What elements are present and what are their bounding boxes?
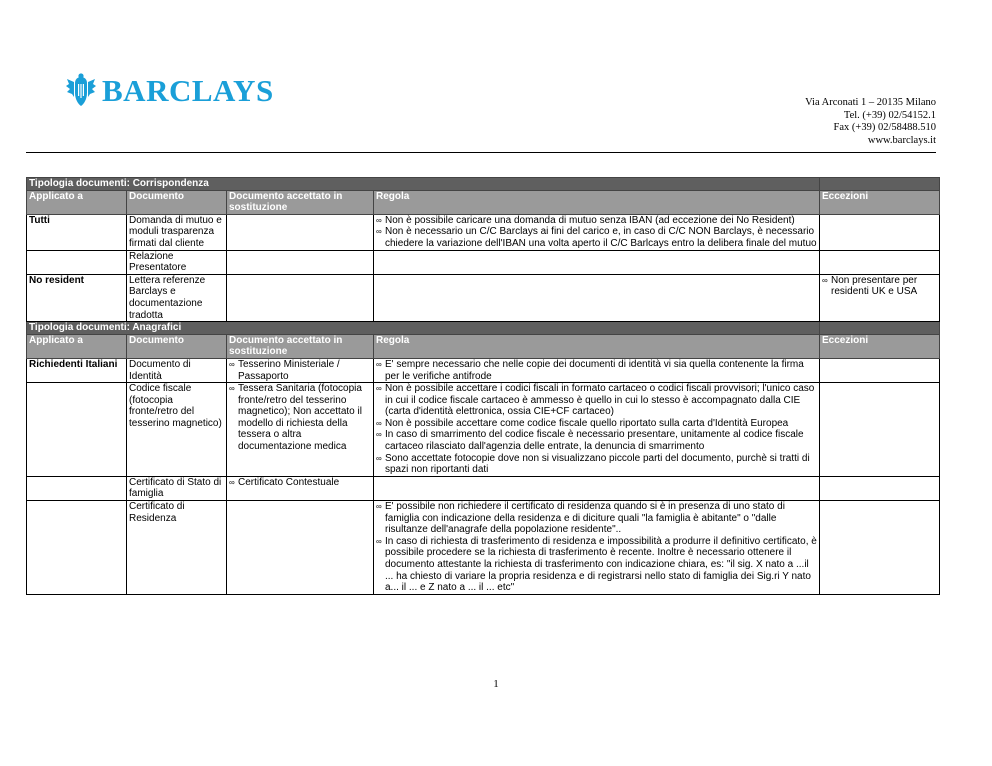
- bullet-icon: ∞: [376, 536, 382, 546]
- bullet-item: [376, 429, 817, 452]
- documento-cell: Relazione Presentatore: [127, 250, 227, 274]
- regola-cell: [374, 501, 820, 595]
- column-header: Applicato a: [27, 334, 127, 358]
- bullet-icon: ∞: [376, 227, 382, 237]
- regola-cell-list: [376, 501, 817, 594]
- regola-cell-list: [376, 383, 817, 476]
- table-row: [27, 250, 940, 274]
- eccezioni-cell: [820, 214, 940, 250]
- eccezioni-cell-list: [822, 275, 937, 298]
- regola-cell-list: [376, 359, 817, 382]
- bullet-icon: ∞: [376, 453, 382, 463]
- bullet-item: [229, 383, 371, 453]
- table-row: [27, 358, 940, 382]
- bullet-icon: ∞: [376, 502, 382, 512]
- fax-line: Fax (+39) 02/58488.510: [833, 122, 936, 133]
- table-row: [27, 274, 940, 321]
- bullet-text: E' sempre necessario che nelle copie dei documenti di identità vi sia quella contenente la firma per le verifiche antifrode: [385, 358, 804, 382]
- bullet-icon: ∞: [822, 275, 828, 285]
- bullet-icon: ∞: [229, 359, 235, 369]
- documento-cell: Documento di Identità: [127, 358, 227, 382]
- bullet-item: [376, 226, 817, 249]
- bullet-text: Certificato Contestuale: [238, 476, 340, 488]
- eagle-icon: [66, 73, 96, 107]
- sostituzione-cell: [227, 250, 374, 274]
- bullet-text: Non presentare per residenti UK e USA: [831, 274, 918, 298]
- table-row: [27, 214, 940, 250]
- sostituzione-cell-list: [229, 383, 371, 453]
- bullet-item: [376, 536, 817, 594]
- regola-cell-list: [376, 215, 817, 250]
- section-title-row: [27, 322, 940, 335]
- section-title-row: [27, 178, 940, 191]
- bullet-item: [376, 501, 817, 536]
- bullet-text: Tessera Sanitaria (fotocopia fronte/retro del tesserino magnetico); Non accettato il modello di richiesta della tessera o altra documentazione medica: [238, 383, 362, 453]
- sostituzione-cell: [227, 383, 374, 477]
- eccezioni-cell: [820, 501, 940, 595]
- column-header: Documento accettato in sostituzione: [227, 190, 374, 214]
- eccezioni-cell: [820, 250, 940, 274]
- bullet-icon: ∞: [376, 215, 382, 225]
- column-header: Documento: [127, 190, 227, 214]
- bullet-text: Non è possibile accettare come codice fiscale quello riportato sulla carta d'Identità Europea: [385, 417, 789, 429]
- bullet-text: Sono accettate fotocopie dove non si visualizzano piccole parti del documento, purchè si tratti di spazi non riportanti dati: [385, 452, 810, 476]
- applicato-cell: [27, 250, 127, 274]
- table-row: [27, 476, 940, 500]
- table-row: [27, 383, 940, 477]
- bullet-item: [376, 215, 817, 227]
- bullet-item: [376, 453, 817, 476]
- bullet-text: Non è necessario un C/C Barclays ai fini del carico e, in caso di C/C NON Barclays, è necessario chiedere la variazione dell'IBAN una volta aperto il C/C Barlcays entro la delibera finale del mutuo: [385, 226, 817, 249]
- regola-cell: [374, 358, 820, 382]
- bullet-icon: ∞: [376, 430, 382, 440]
- applicato-cell: No resident: [27, 274, 127, 321]
- applicato-cell: Richiedenti Italiani: [27, 358, 127, 382]
- documento-cell: Codice fiscale (fotocopia fronte/retro del tesserino magnetico): [127, 383, 227, 477]
- column-header: Documento accettato in sostituzione: [227, 334, 374, 358]
- documento-cell: Lettera referenze Barclays e documentazione tradotta: [127, 274, 227, 321]
- bullet-item: [376, 418, 817, 430]
- section-title-blank: [820, 322, 940, 335]
- column-header: Regola: [374, 190, 820, 214]
- regola-cell: [374, 476, 820, 500]
- bullet-icon: ∞: [376, 384, 382, 394]
- section-title: Tipologia documenti: Corrispondenza: [27, 178, 820, 191]
- table-row: [27, 501, 940, 595]
- eccezioni-cell: [820, 274, 940, 321]
- barclays-logo: [66, 73, 274, 107]
- bullet-icon: ∞: [229, 477, 235, 487]
- sostituzione-cell-list: [229, 359, 371, 382]
- bullet-text: In caso di richiesta di trasferimento di residenza e impossibilità a produrre il definitivo certificato, è possibile procedere se la richiesta di trasferimento è recente. Inoltre è necessario ottenere il documento attestante la richiesta di trasferimento con indicazione chiara, es: "il sig. X nato a ...il ... ha chiesto di variare la propria residenza e di registrarsi nello stato di famiglia dei Sig.ri Y nato a... il ... e Z nato a ... il ... etc": [385, 535, 817, 594]
- documento-cell: Domanda di mutuo e moduli trasparenza firmati dal cliente: [127, 214, 227, 250]
- eccezioni-cell: [820, 476, 940, 500]
- bullet-item: [376, 383, 817, 418]
- bullet-text: Non è possibile accettare i codici fiscali in formato cartaceo o codici fiscali provvisori; l'unico caso in cui il codice fiscale cartaceo è ammesso è quello in cui lo stesso è accompagnato dalla CIE (carta d'identità elettronica, ossia CIE+CF cartaceo): [385, 383, 815, 418]
- column-header: Regola: [374, 334, 820, 358]
- header-divider: [26, 152, 936, 153]
- bullet-text: Non è possibile caricare una domanda di mutuo senza IBAN (ad eccezione dei No Resident): [385, 214, 795, 226]
- applicato-cell: [27, 501, 127, 595]
- column-header: Applicato a: [27, 190, 127, 214]
- bullet-text: In caso di smarrimento del codice fiscale è necessario presentare, unitamente al codice fiscale cartaceo rilasciato dall'agenzia delle entrate, la denuncia di smarrimento: [385, 429, 804, 453]
- documento-cell: Certificato di Residenza: [127, 501, 227, 595]
- bullet-icon: ∞: [376, 359, 382, 369]
- regola-cell: [374, 383, 820, 477]
- bullet-item: [376, 359, 817, 382]
- regola-cell: [374, 274, 820, 321]
- bullet-item: [822, 275, 937, 298]
- bullet-icon: ∞: [229, 384, 235, 394]
- company-address: [805, 97, 936, 147]
- website-line: www.barclays.it: [867, 134, 936, 146]
- bullet-icon: ∞: [376, 418, 382, 428]
- applicato-cell: [27, 476, 127, 500]
- column-header-row: [27, 190, 940, 214]
- sostituzione-cell: [227, 358, 374, 382]
- bullet-text: Tesserino Ministeriale / Passaporto: [238, 358, 340, 382]
- document-rules-table: [26, 177, 940, 595]
- bullet-item: [229, 477, 371, 489]
- sostituzione-cell: [227, 274, 374, 321]
- applicato-cell: [27, 383, 127, 477]
- phone-line: Tel. (+39) 02/54152.1: [843, 109, 936, 121]
- regola-cell: [374, 250, 820, 274]
- regola-cell: [374, 214, 820, 250]
- column-header: Eccezioni: [820, 190, 940, 214]
- documento-cell: Certificato di Stato di famiglia: [127, 476, 227, 500]
- logo-wordmark: BARCLAYS: [102, 72, 274, 108]
- eccezioni-cell: [820, 358, 940, 382]
- bullet-item: [229, 359, 371, 382]
- sostituzione-cell: [227, 476, 374, 500]
- address-line: Via Arconati 1 – 20135 Milano: [805, 97, 936, 108]
- column-header-row: [27, 334, 940, 358]
- eccezioni-cell: [820, 383, 940, 477]
- column-header: Documento: [127, 334, 227, 358]
- sostituzione-cell: [227, 214, 374, 250]
- bullet-text: E' possibile non richiedere il certificato di residenza quando si è in presenza di uno stato di famiglia con indicazione della residenza e di diciture quali "la famiglia è abitante" o "dalle risultanze dell'anagrafe della popolazione residente"..: [385, 501, 785, 536]
- section-title: Tipologia documenti: Anagrafici: [27, 322, 820, 335]
- sostituzione-cell: [227, 501, 374, 595]
- applicato-cell: Tutti: [27, 214, 127, 250]
- page-number: 1: [493, 678, 499, 690]
- section-title-blank: [820, 178, 940, 191]
- sostituzione-cell-list: [229, 477, 371, 489]
- column-header: Eccezioni: [820, 334, 940, 358]
